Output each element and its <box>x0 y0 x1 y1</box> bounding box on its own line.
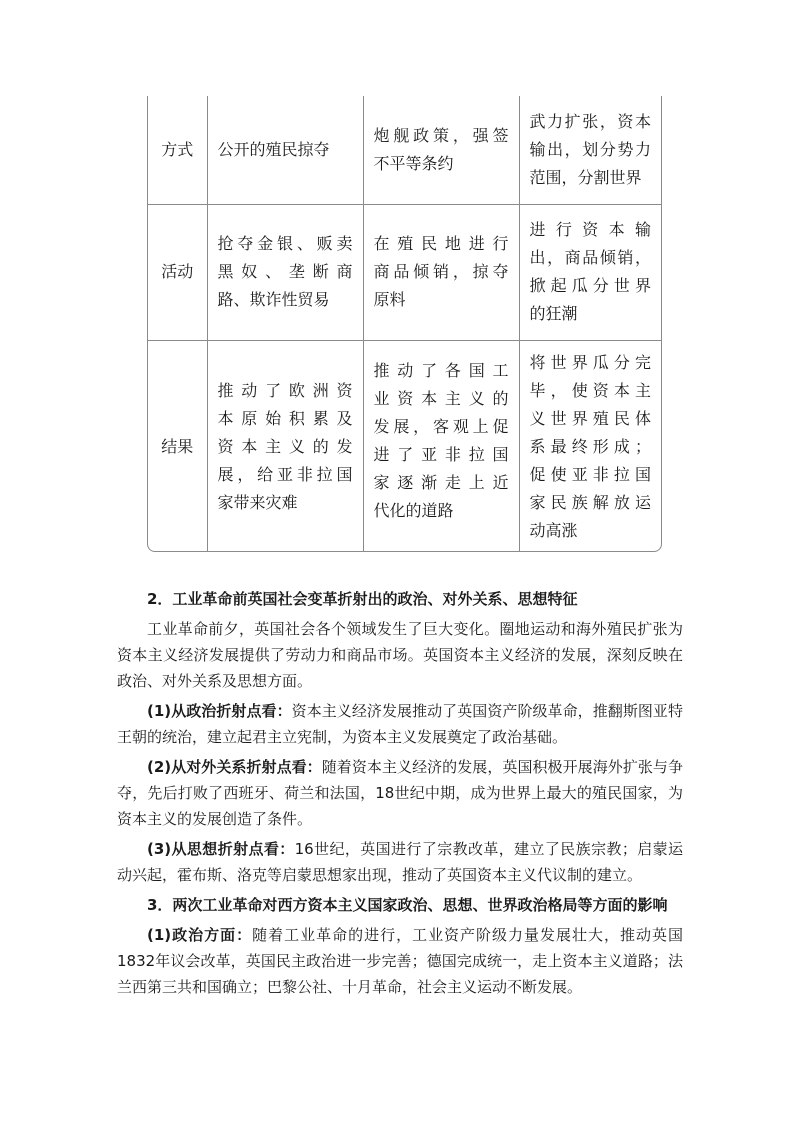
section-heading: 3．两次工业革命对西方资本主义国家政治、思想、世界政治格局等方面的影响 <box>147 896 668 914</box>
paragraph-lead: (1)从政治折射点看： <box>147 702 292 720</box>
cell-line: 家带来灾难 <box>217 492 298 512</box>
row-label-method: 方式 <box>148 96 207 204</box>
paragraph <box>117 698 683 750</box>
table-row-method <box>148 96 661 204</box>
cell-line: 抢夺金银、贩卖 <box>217 234 353 253</box>
cell-line: 系最终形成； <box>529 436 651 456</box>
cell-line: 将世界瓜分完 <box>529 352 651 372</box>
cell-line: 进了亚非拉国 <box>373 444 509 464</box>
cell-line: 路、欺诈性贸易 <box>217 290 330 309</box>
table-cell <box>363 204 519 340</box>
table-cell <box>363 340 519 552</box>
table-cell <box>519 340 661 552</box>
paragraph-text: 16世纪，英国进行了宗教改革，建立了民族宗教；启蒙运动兴起，霍布斯、洛克等启蒙思想家出现，推动了英国资本主义代议制的建立。 <box>117 840 684 884</box>
cell-line: 业资本主义的 <box>373 388 509 408</box>
table-cell <box>207 96 363 204</box>
table-cell <box>363 96 519 204</box>
cell-line: 黑奴、垄断商 <box>217 262 353 281</box>
table-row-activity <box>148 204 661 340</box>
section-heading: 2．工业革命前英国社会变革折射出的政治、对外关系、思想特征 <box>147 590 578 608</box>
cell-line: 掀起瓜分世界 <box>529 276 651 295</box>
cell-line: 推动了各国工 <box>373 360 509 380</box>
cell-line: 义世界殖民体 <box>529 408 651 428</box>
paragraph-lead: (2)从对外关系折射点看： <box>147 758 322 776</box>
cell-line: 范围，分割世界 <box>529 167 642 187</box>
cell-line: 代化的道路 <box>373 500 454 520</box>
table-cell <box>519 204 661 340</box>
cell-line: 输出，划分势力 <box>529 139 651 159</box>
table-cell <box>519 96 661 204</box>
paragraph-lead: (1)政治方面： <box>147 926 253 944</box>
cell-line: 炮舰政策，强签 <box>373 125 509 145</box>
paragraph <box>117 922 683 1000</box>
cell-line: 资本主义的发 <box>217 436 353 456</box>
cell-line: 毕，使资本主 <box>529 380 651 400</box>
table-row-result <box>148 340 661 552</box>
cell-line: 武力扩张，资本 <box>529 111 651 131</box>
paragraph-lead: (3)从思想折射点看： <box>147 840 295 858</box>
paragraph-text: 资本主义经济发展推动了英国资产阶级革命，推翻斯图亚特王朝的统治，建立起君主立宪制，为资本主义发展奠定了政治基础。 <box>117 702 683 746</box>
cell-line: 本原始积累及 <box>217 408 353 428</box>
paragraph <box>117 754 683 832</box>
cell-line: 推动了欧洲资 <box>217 380 353 400</box>
cell-line: 家逐渐走上近 <box>373 472 509 492</box>
paragraph: 工业革命前夕，英国社会各个领域发生了巨大变化。圈地运动和海外殖民扩张为资本主义经济发展提供了劳动力和商品市场。英国资本主义经济的发展，深刻反映在政治、对外关系及思想方面。 <box>117 620 683 690</box>
table-cell <box>207 340 363 552</box>
cell-line: 在殖民地进行 <box>373 234 509 253</box>
comparison-table <box>147 96 662 552</box>
paragraph <box>117 836 683 888</box>
row-label-activity: 活动 <box>148 204 207 340</box>
cell-line: 家民族解放运 <box>529 492 651 512</box>
paragraph-text: 随着工业革命的进行，工业资产阶级力量发展壮大，推动英国1832年议会改革，英国民主政治进一步完善；德国完成统一，走上资本主义道路；法兰西第三共和国确立；巴黎公社、十月革命，社会主义运动不断发展。 <box>117 926 683 996</box>
cell-line: 进行资本输 <box>529 220 651 239</box>
cell-line: 不平等条约 <box>373 153 454 173</box>
cell-line: 商品倾销，掠夺 <box>373 262 509 281</box>
table-cell <box>207 204 363 340</box>
cell-line: 动高涨 <box>529 520 578 540</box>
cell-line: 展，给亚非拉国 <box>217 464 353 484</box>
document-body <box>117 586 683 1004</box>
paragraph-text: 随着资本主义经济的发展，英国积极开展海外扩张与争夺，先后打败了西班牙、荷兰和法国，18世纪中期，成为世界上最大的殖民国家，为资本主义的发展创造了条件。 <box>117 758 683 828</box>
cell-line: 出，商品倾销， <box>529 248 651 267</box>
colonial-expansion-table <box>148 96 661 552</box>
cell-line: 发展，客观上促 <box>373 416 509 436</box>
cell-line: 促使亚非拉国 <box>529 464 651 484</box>
cell-line: 公开的殖民掠夺 <box>217 139 330 159</box>
cell-line: 的狂潮 <box>529 304 578 323</box>
cell-line: 原料 <box>373 290 406 309</box>
row-label-result: 结果 <box>148 340 207 552</box>
